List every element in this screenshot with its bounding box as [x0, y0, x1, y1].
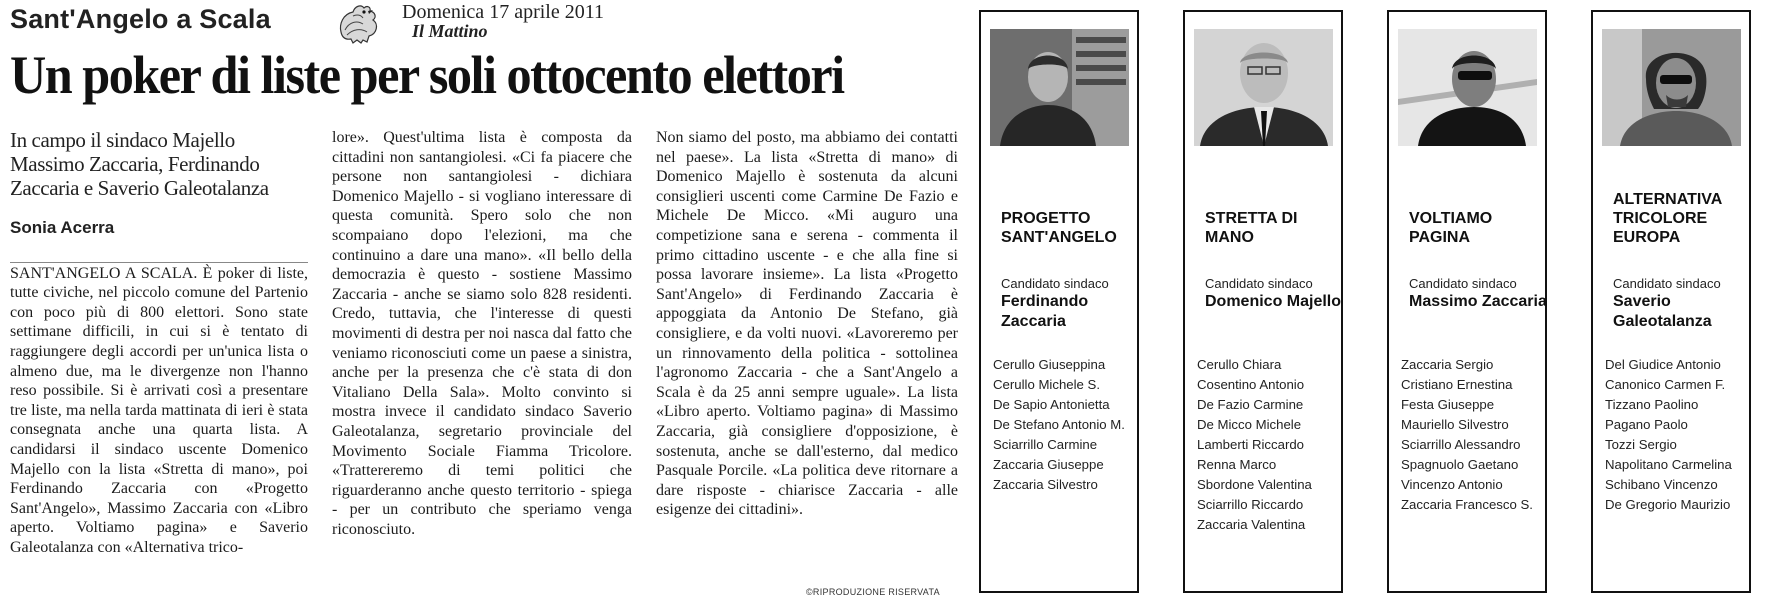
member-list — [993, 355, 1138, 495]
member-list — [1197, 355, 1342, 535]
member-name: Zaccaria Sergio — [1401, 357, 1494, 372]
member-name: Napolitano Carmelina — [1605, 457, 1732, 472]
member-name: Sciarrillo Carmine — [993, 437, 1098, 452]
list-name: STRETTA DI MANO — [1205, 210, 1298, 246]
member-name: Lamberti Riccardo — [1197, 437, 1305, 452]
byline-divider — [10, 262, 308, 263]
list-card-voltiamo — [1387, 10, 1547, 593]
candidate-label: Candidato sindaco — [1001, 276, 1109, 291]
candidate-label: Candidato sindaco — [1613, 276, 1721, 291]
candidate-photo — [1398, 29, 1537, 146]
member-name: Renna Marco — [1197, 457, 1277, 472]
member-name: Cerullo Giuseppina — [993, 357, 1106, 372]
candidate-label: Candidato sindaco — [1409, 276, 1517, 291]
list-card-stretta — [1183, 10, 1343, 593]
candidate-label: Candidato sindaco — [1205, 276, 1313, 291]
member-name: De Gregorio Maurizio — [1605, 497, 1731, 512]
member-name: Zaccaria Silvestro — [993, 477, 1098, 492]
member-name: Cristiano Ernestina — [1401, 377, 1513, 392]
column-3-text: Non siamo del posto, ma abbiamo dei contatti nel paese». La lista «Stretta di mano» di Domenico Majello è sostenuta da alcuni consiglieri uscenti come Carmine De Fazio e Michele De Micco. «Mi auguro una competizione sana e serena - commenta il primo cittadino uscente - e che alla fine si possa lavorare insieme». La lista «Progetto Sant'Angelo» di Ferdinando Zaccaria è appoggiata da Antonio De Stefano, già consigliere, e da volti nuovi. «Lavoreremo per un rinnovamento della politica - sottolinea l'agronomo Zaccaria - che a Sant'Angelo a Scala è da 25 anni sempre uguale». La lista «Libro aperto. Voltiamo pagina» di Massimo Zaccaria, già consigliere d'opposizione, è sostenuta, anche se dall'esterno, dal medico Pasquale Porcile. «La politica deve ritornare a dare risposte - chiarisce Zaccaria - alle esigenze dei cittadini». — [656, 129, 958, 519]
member-name: De Micco Michele — [1197, 417, 1302, 432]
subheadline: In campo il sindaco Majello Massimo Zaccaria, Ferdinando Zaccaria e Saverio Galeotalanza — [10, 128, 269, 200]
member-name: Sciarrillo Alessandro — [1401, 437, 1521, 452]
list-name: ALTERNATIVA TRICOLORE EUROPA — [1613, 191, 1722, 246]
candidate-photo — [990, 29, 1129, 146]
member-name: De Sapio Antonietta — [993, 397, 1110, 412]
member-list — [1401, 355, 1546, 515]
member-name: Cerullo Michele S. — [993, 377, 1101, 392]
member-name: Festa Giuseppe — [1401, 397, 1495, 412]
headline: Un poker di liste per soli ottocento elettori — [10, 45, 844, 105]
member-name: Cosentino Antonio — [1197, 377, 1305, 392]
member-name: Sciarrillo Riccardo — [1197, 497, 1304, 512]
column-2-text: lore». Quest'ultima lista è composta da cittadini non santangiolesi. «Ci fa piacere che persone non santangiolesi - dichiara Domenico Majello - si vogliano interessare di questa comunità. Spero solo che non scompaiano dopo l'elezioni, ma che continuino a dare una mano». «Il bello della democrazia è questo - sostiene Massimo Zaccaria - anche se siamo solo 828 residenti. Credo, tuttavia, che l'interesse di questi movimenti di destra per noi nasca dal fatto che veniamo riconosciuti come un paese a sinistra, anche per la presenza che c'è stata di don Vitaliano Della Sala». Molto convinto si mostra invece il candidato sindaco Saverio Galeotalanza, segretario provinciale del Movimento Sociale Fiamma Tricolore. «Trattereremo di temi politici che riguarderanno anche questo territorio - spiega - per un contributo che speriamo venga riconosciuto. — [332, 129, 632, 538]
member-name: Spagnuolo Gaetano — [1401, 457, 1519, 472]
member-name: Cerullo Chiara — [1197, 357, 1282, 372]
member-list — [1605, 355, 1750, 515]
candidate-name: Massimo Zaccaria — [1409, 293, 1547, 310]
candidate-name: Ferdinando Zaccaria — [1001, 293, 1089, 330]
member-name: Zaccaria Valentina — [1197, 517, 1306, 532]
copyright-notice: ©RIPRODUZIONE RISERVATA — [806, 587, 940, 597]
member-name: Mauriello Silvestro — [1401, 417, 1509, 432]
section-title: Sant'Angelo a Scala — [10, 4, 271, 34]
newspaper-name: Il Mattino — [412, 21, 488, 41]
candidate-name: Saverio Galeotalanza — [1613, 293, 1712, 330]
member-name: Canonico Carmen F. — [1605, 377, 1726, 392]
candidate-name: Domenico Majello — [1205, 293, 1342, 310]
article-column-3 — [656, 128, 958, 520]
candidate-photo — [1602, 29, 1741, 146]
list-card-alternativa — [1591, 10, 1751, 593]
member-name: Pagano Paolo — [1605, 417, 1688, 432]
member-name: De Fazio Carmine — [1197, 397, 1304, 412]
rooster-logo-icon — [333, 2, 383, 44]
article-column-2 — [332, 128, 632, 539]
date-line: Domenica 17 aprile 2011 — [402, 1, 604, 23]
list-name: VOLTIAMO PAGINA — [1409, 210, 1493, 246]
candidate-photo — [1194, 29, 1333, 146]
list-name: PROGETTO SANT'ANGELO — [1001, 210, 1117, 246]
article-column-1 — [10, 128, 308, 558]
member-name: Tizzano Paolino — [1605, 397, 1699, 412]
member-name: Tozzi Sergio — [1605, 437, 1677, 452]
member-name: Zaccaria Giuseppe — [993, 457, 1104, 472]
member-name: De Stefano Antonio M. — [993, 417, 1125, 432]
member-name: Del Giudice Antonio — [1605, 357, 1721, 372]
column-1-text: SANT'ANGELO A SCALA. È poker di liste, tutte civiche, nel piccolo comune del Partenio con poco più di 800 elettori. Sono state settimane difficili, in cui si è tentato di raggiungere degli accordi per un'unica lista o almeno due, ma le divergenze non l'hanno reso possibile. Si è arrivati così a presentare tre liste, ma nella tarda mattinata di ieri è stata consegnata anche una quarta lista. A candidarsi il sindaco uscente Domenico Majello con la lista «Stretta di mano», poi Ferdinando Zaccaria con «Progetto Sant'Angelo», Massimo Zaccaria con «Libro aperto. Voltiamo pagina» e Saverio Galeotalanza con «Alternativa trico- — [10, 264, 308, 556]
author-byline: Sonia Acerra — [10, 218, 115, 237]
member-name: Sbordone Valentina — [1197, 477, 1312, 492]
member-name: Vincenzo Antonio — [1401, 477, 1503, 492]
member-name: Zaccaria Francesco S. — [1401, 497, 1533, 512]
list-card-progetto — [979, 10, 1139, 593]
member-name: Schibano Vincenzo — [1605, 477, 1718, 492]
